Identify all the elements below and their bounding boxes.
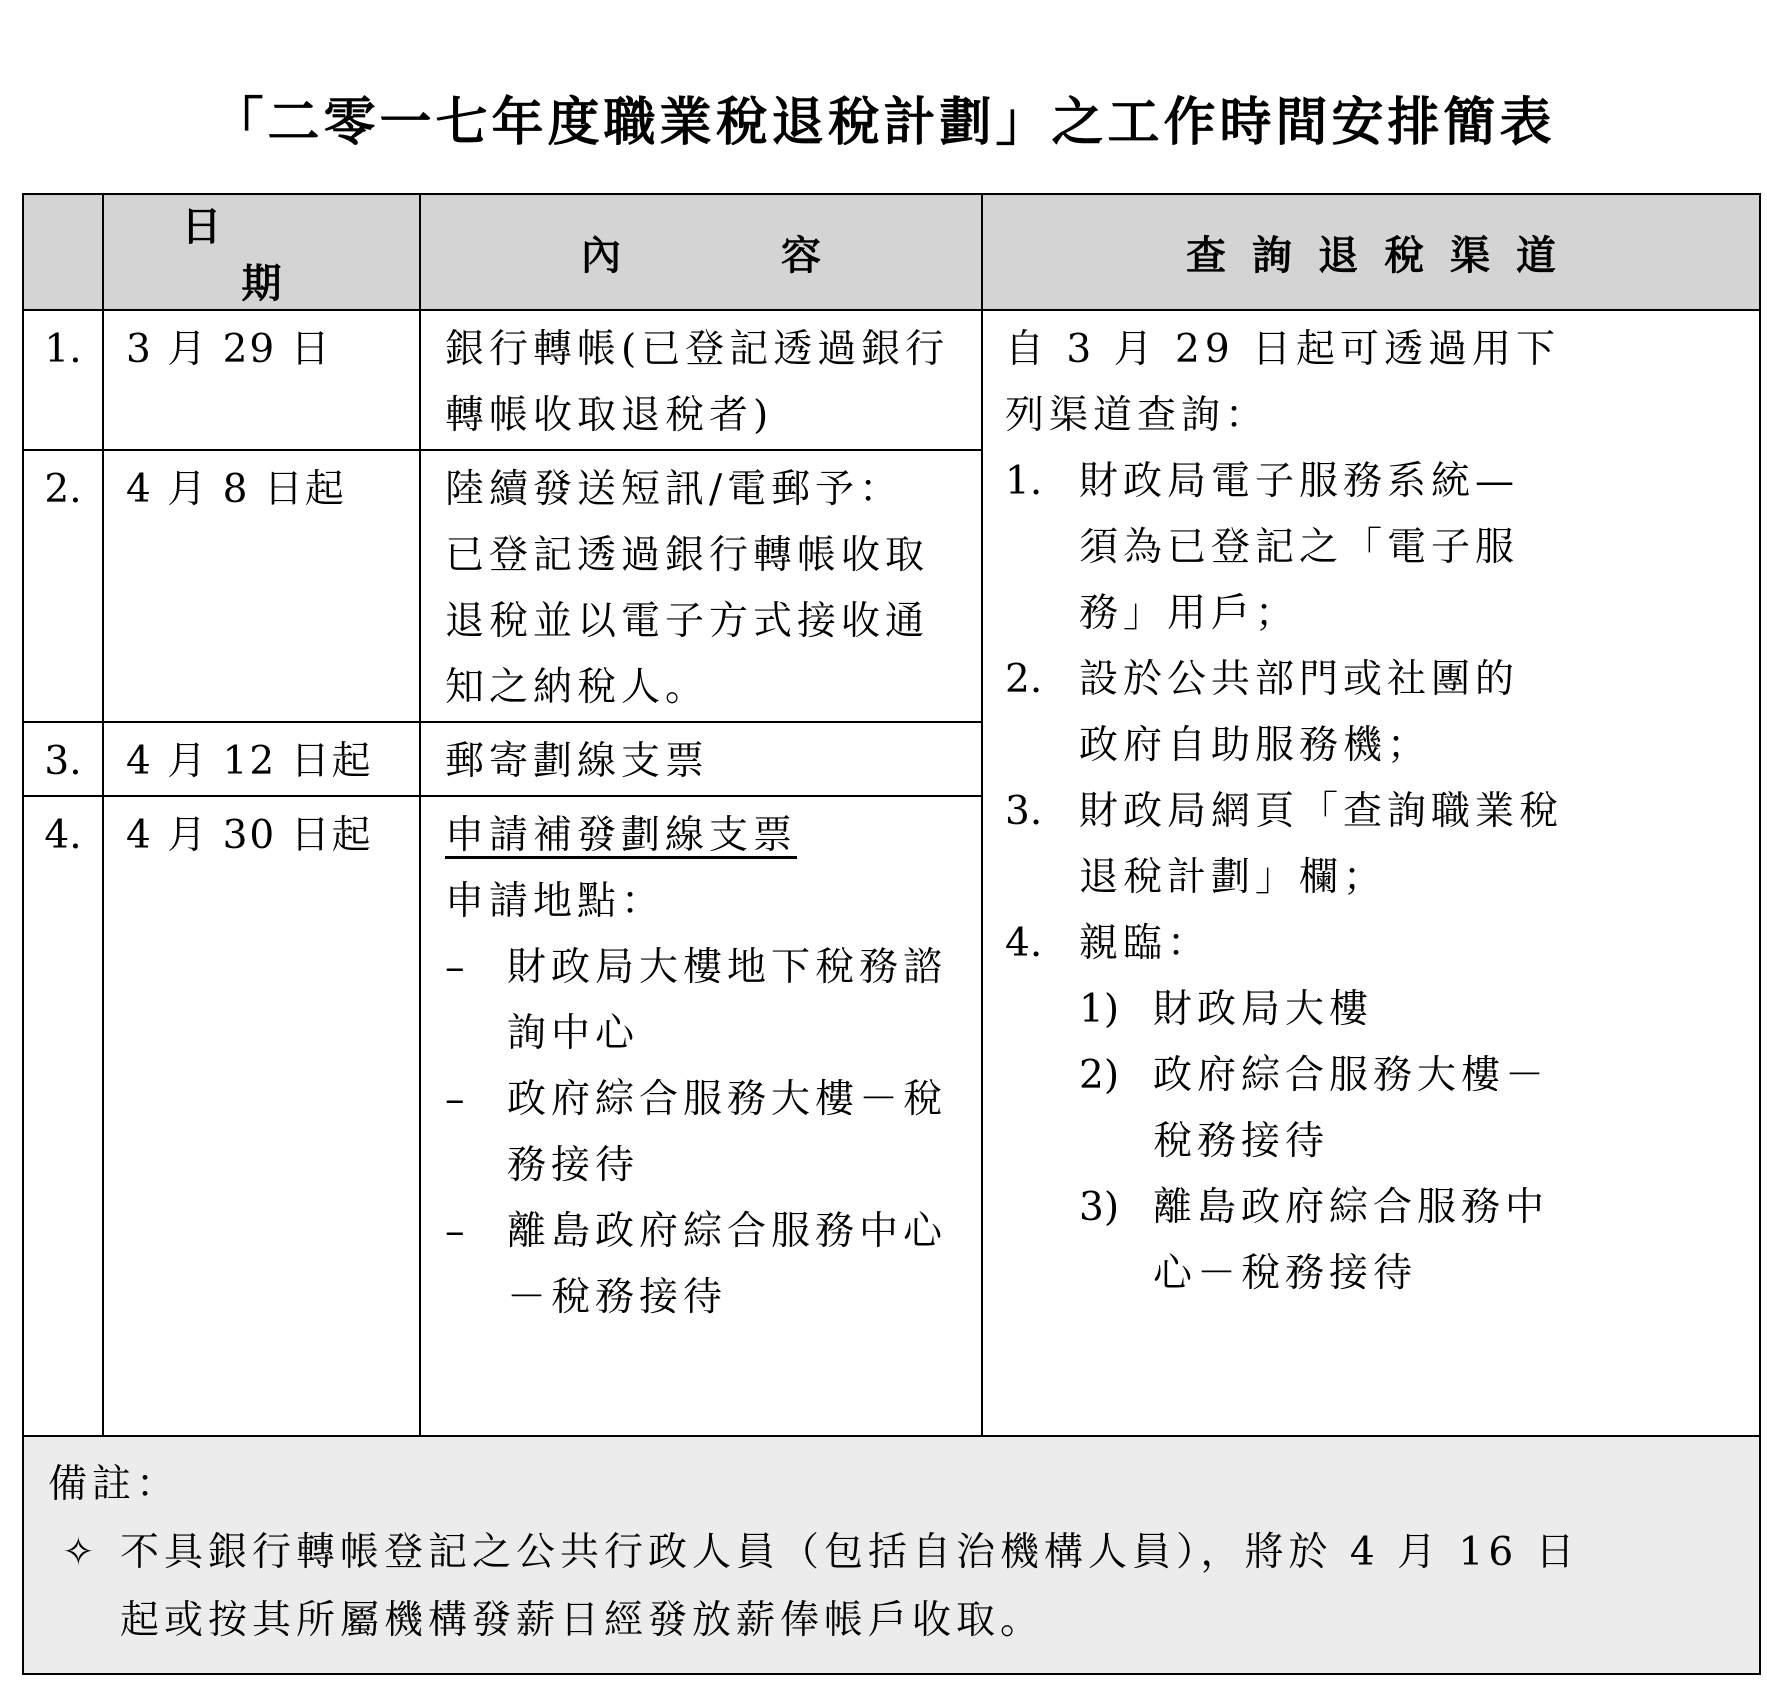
remarks-cell: [23, 1436, 1760, 1674]
row-date: 4 月 8 日起: [103, 450, 420, 722]
row-content: 銀行轉帳(已登記透過銀行 轉帳收取退稅者): [420, 310, 982, 450]
channel-item: 3. 財政局網頁「查詢職業稅 退稅計劃」欄；: [1005, 789, 1564, 900]
content-subheading: 申請地點：: [445, 879, 666, 924]
row-number: 3.: [23, 722, 103, 796]
channel-sub-item: 3) 離島政府綜合服務中 心－稅務接待: [1079, 1185, 1550, 1296]
location-item: – 政府綜合服務大樓－稅 務接待: [445, 1077, 948, 1188]
header-content: 內容: [420, 194, 982, 310]
row-number: 2.: [23, 450, 103, 722]
channel-item: 1. 財政局電子服務系統— 須為已登記之「電子服 務」用戶；: [1005, 459, 1520, 636]
header-channel: 查詢退稅渠道: [982, 194, 1760, 310]
diamond-star-icon: ✧: [62, 1530, 95, 1575]
location-item: – 離島政府綜合服務中心 －稅務接待: [445, 1209, 948, 1320]
location-item: – 財政局大樓地下稅務諮 詢中心: [445, 945, 948, 1056]
header-num: [23, 194, 103, 310]
header-row: [23, 194, 1760, 310]
row-content: 郵寄劃線支票: [420, 722, 982, 796]
channel-intro: 自 3 月 29 日起可透過用下: [1005, 327, 1561, 372]
remarks-item: ✧ 不具銀行轉帳登記之公共行政人員（包括自治機構人員），將於 4 月 16 日 起或按其所屬機構發薪日經發放薪俸帳戶收取。: [48, 1519, 1739, 1655]
page-title: 「二零一七年度職業稅退稅計劃」之工作時間安排簡表: [211, 93, 1556, 153]
row-number: 4.: [23, 796, 103, 1436]
row-date: 4 月 30 日起: [103, 796, 420, 1436]
row-content: [420, 796, 982, 1436]
channel-sub-item: 2) 政府綜合服務大樓－ 稅務接待: [1079, 1053, 1550, 1164]
remarks-row: [23, 1436, 1760, 1674]
channel-item: 2. 設於公共部門或社團的 政府自助服務機；: [1005, 657, 1520, 768]
content-heading: 申請補發劃線支票: [445, 813, 798, 858]
schedule-table: [22, 193, 1761, 1675]
row-content: 陸續發送短訊/電郵予： 已登記透過銀行轉帳收取 退稅並以電子方式接收通 知之納稅人。: [420, 450, 982, 722]
channel-item: 4. 親臨：: [1005, 921, 1212, 966]
table-row: [23, 310, 1760, 450]
row-number: 1.: [23, 310, 103, 450]
channel-cell: 自 3 月 29 日起可透過用下 列渠道查詢： 1. 財政局電子服務系統— 須為已登記之「電子服 務」用戶； 2. 設於公共部門或社團的 政府自助服務機； 3. 財政局網頁「查詢職業稅 退稅計劃」欄； 4. 親臨： 1) 財政局大樓 2) 政府綜合服務大樓－ 稅務接待 3) 離島政府綜合服務中 心－稅務接待: [982, 310, 1760, 1436]
remarks-label: 備註：: [48, 1462, 181, 1507]
header-date: 日期: [103, 194, 420, 310]
channel-sub-item: 1) 財政局大樓: [1079, 987, 1374, 1032]
row-date: 3 月 29 日: [103, 310, 420, 450]
row-date: 4 月 12 日起: [103, 722, 420, 796]
